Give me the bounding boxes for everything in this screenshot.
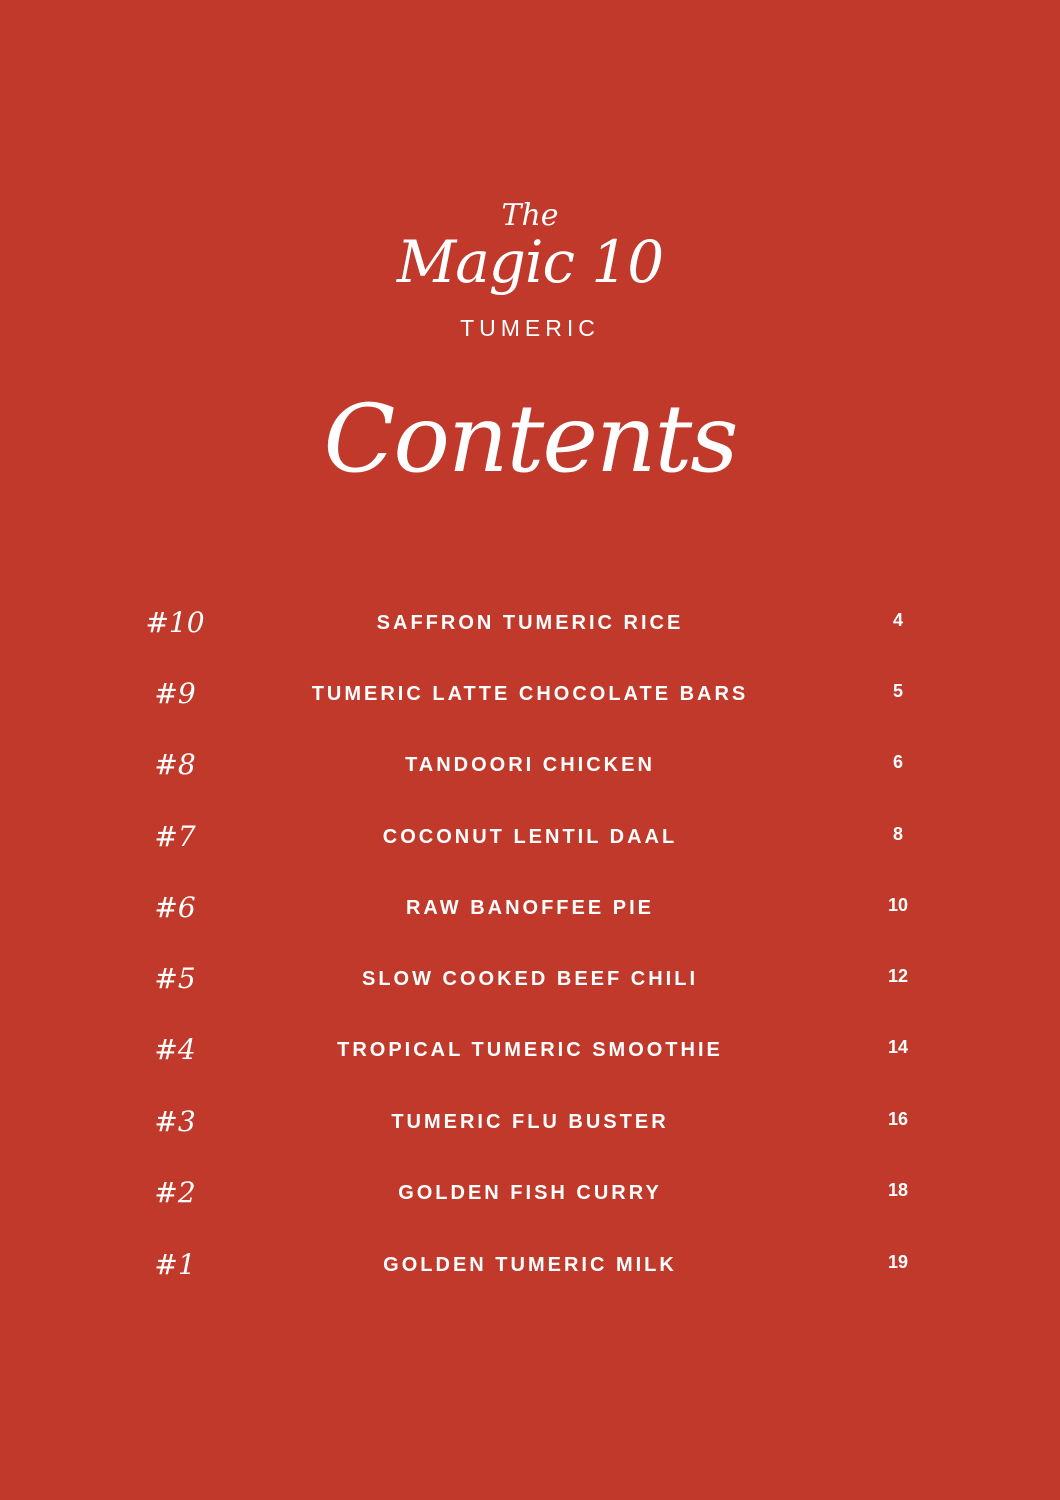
toc-page: 14 [887,1037,909,1057]
toc-number: #2 [154,1176,196,1209]
toc-title: TUMERIC FLU BUSTER [391,1111,669,1133]
toc-number: #9 [154,677,196,710]
toc-row[interactable] [0,674,1060,714]
toc-number: #10 [145,606,205,639]
toc-title: RAW BANOFFEE PIE [405,897,654,919]
toc-row[interactable] [0,888,1060,928]
toc-number: #5 [154,962,196,995]
toc-title: GOLDEN FISH CURRY [398,1182,662,1204]
toc-number: #6 [154,891,196,924]
toc-page: 12 [887,966,909,986]
brand-the: The [501,198,559,233]
brand-subtitle: TUMERIC [460,315,600,341]
toc-row[interactable] [0,959,1060,999]
toc-number: #3 [154,1105,196,1138]
toc-number: #4 [154,1033,196,1066]
toc-row[interactable] [0,1173,1060,1213]
toc-page: 4 [892,610,903,630]
toc-page: 8 [892,824,903,844]
toc-row[interactable] [0,817,1060,857]
toc-page: 5 [892,681,903,701]
toc-page: 18 [887,1180,909,1200]
toc-page: 6 [892,752,903,772]
toc-row[interactable] [0,603,1060,643]
toc-row[interactable] [0,745,1060,785]
toc-page: 10 [887,895,909,915]
brand-title: Magic 10 [396,228,664,296]
toc-title: TROPICAL TUMERIC SMOOTHIE [337,1039,723,1061]
toc-row[interactable] [0,1245,1060,1285]
toc-title: GOLDEN TUMERIC MILK [383,1254,677,1276]
toc-page: 16 [887,1109,909,1129]
toc-title: COCONUT LENTIL DAAL [382,826,678,848]
toc-number: #1 [154,1248,196,1281]
toc-row[interactable] [0,1102,1060,1142]
toc-row[interactable] [0,1030,1060,1070]
toc-title: SAFFRON TUMERIC RICE [376,612,684,634]
toc-title: TUMERIC LATTE CHOCOLATE BARS [311,683,749,705]
toc-title: TANDOORI CHICKEN [405,754,655,776]
contents-heading: Contents [323,385,737,494]
toc-title: SLOW COOKED BEEF CHILI [362,968,698,990]
toc-number: #7 [154,820,196,853]
toc-page: 19 [887,1252,909,1272]
toc-number: #8 [154,748,196,781]
